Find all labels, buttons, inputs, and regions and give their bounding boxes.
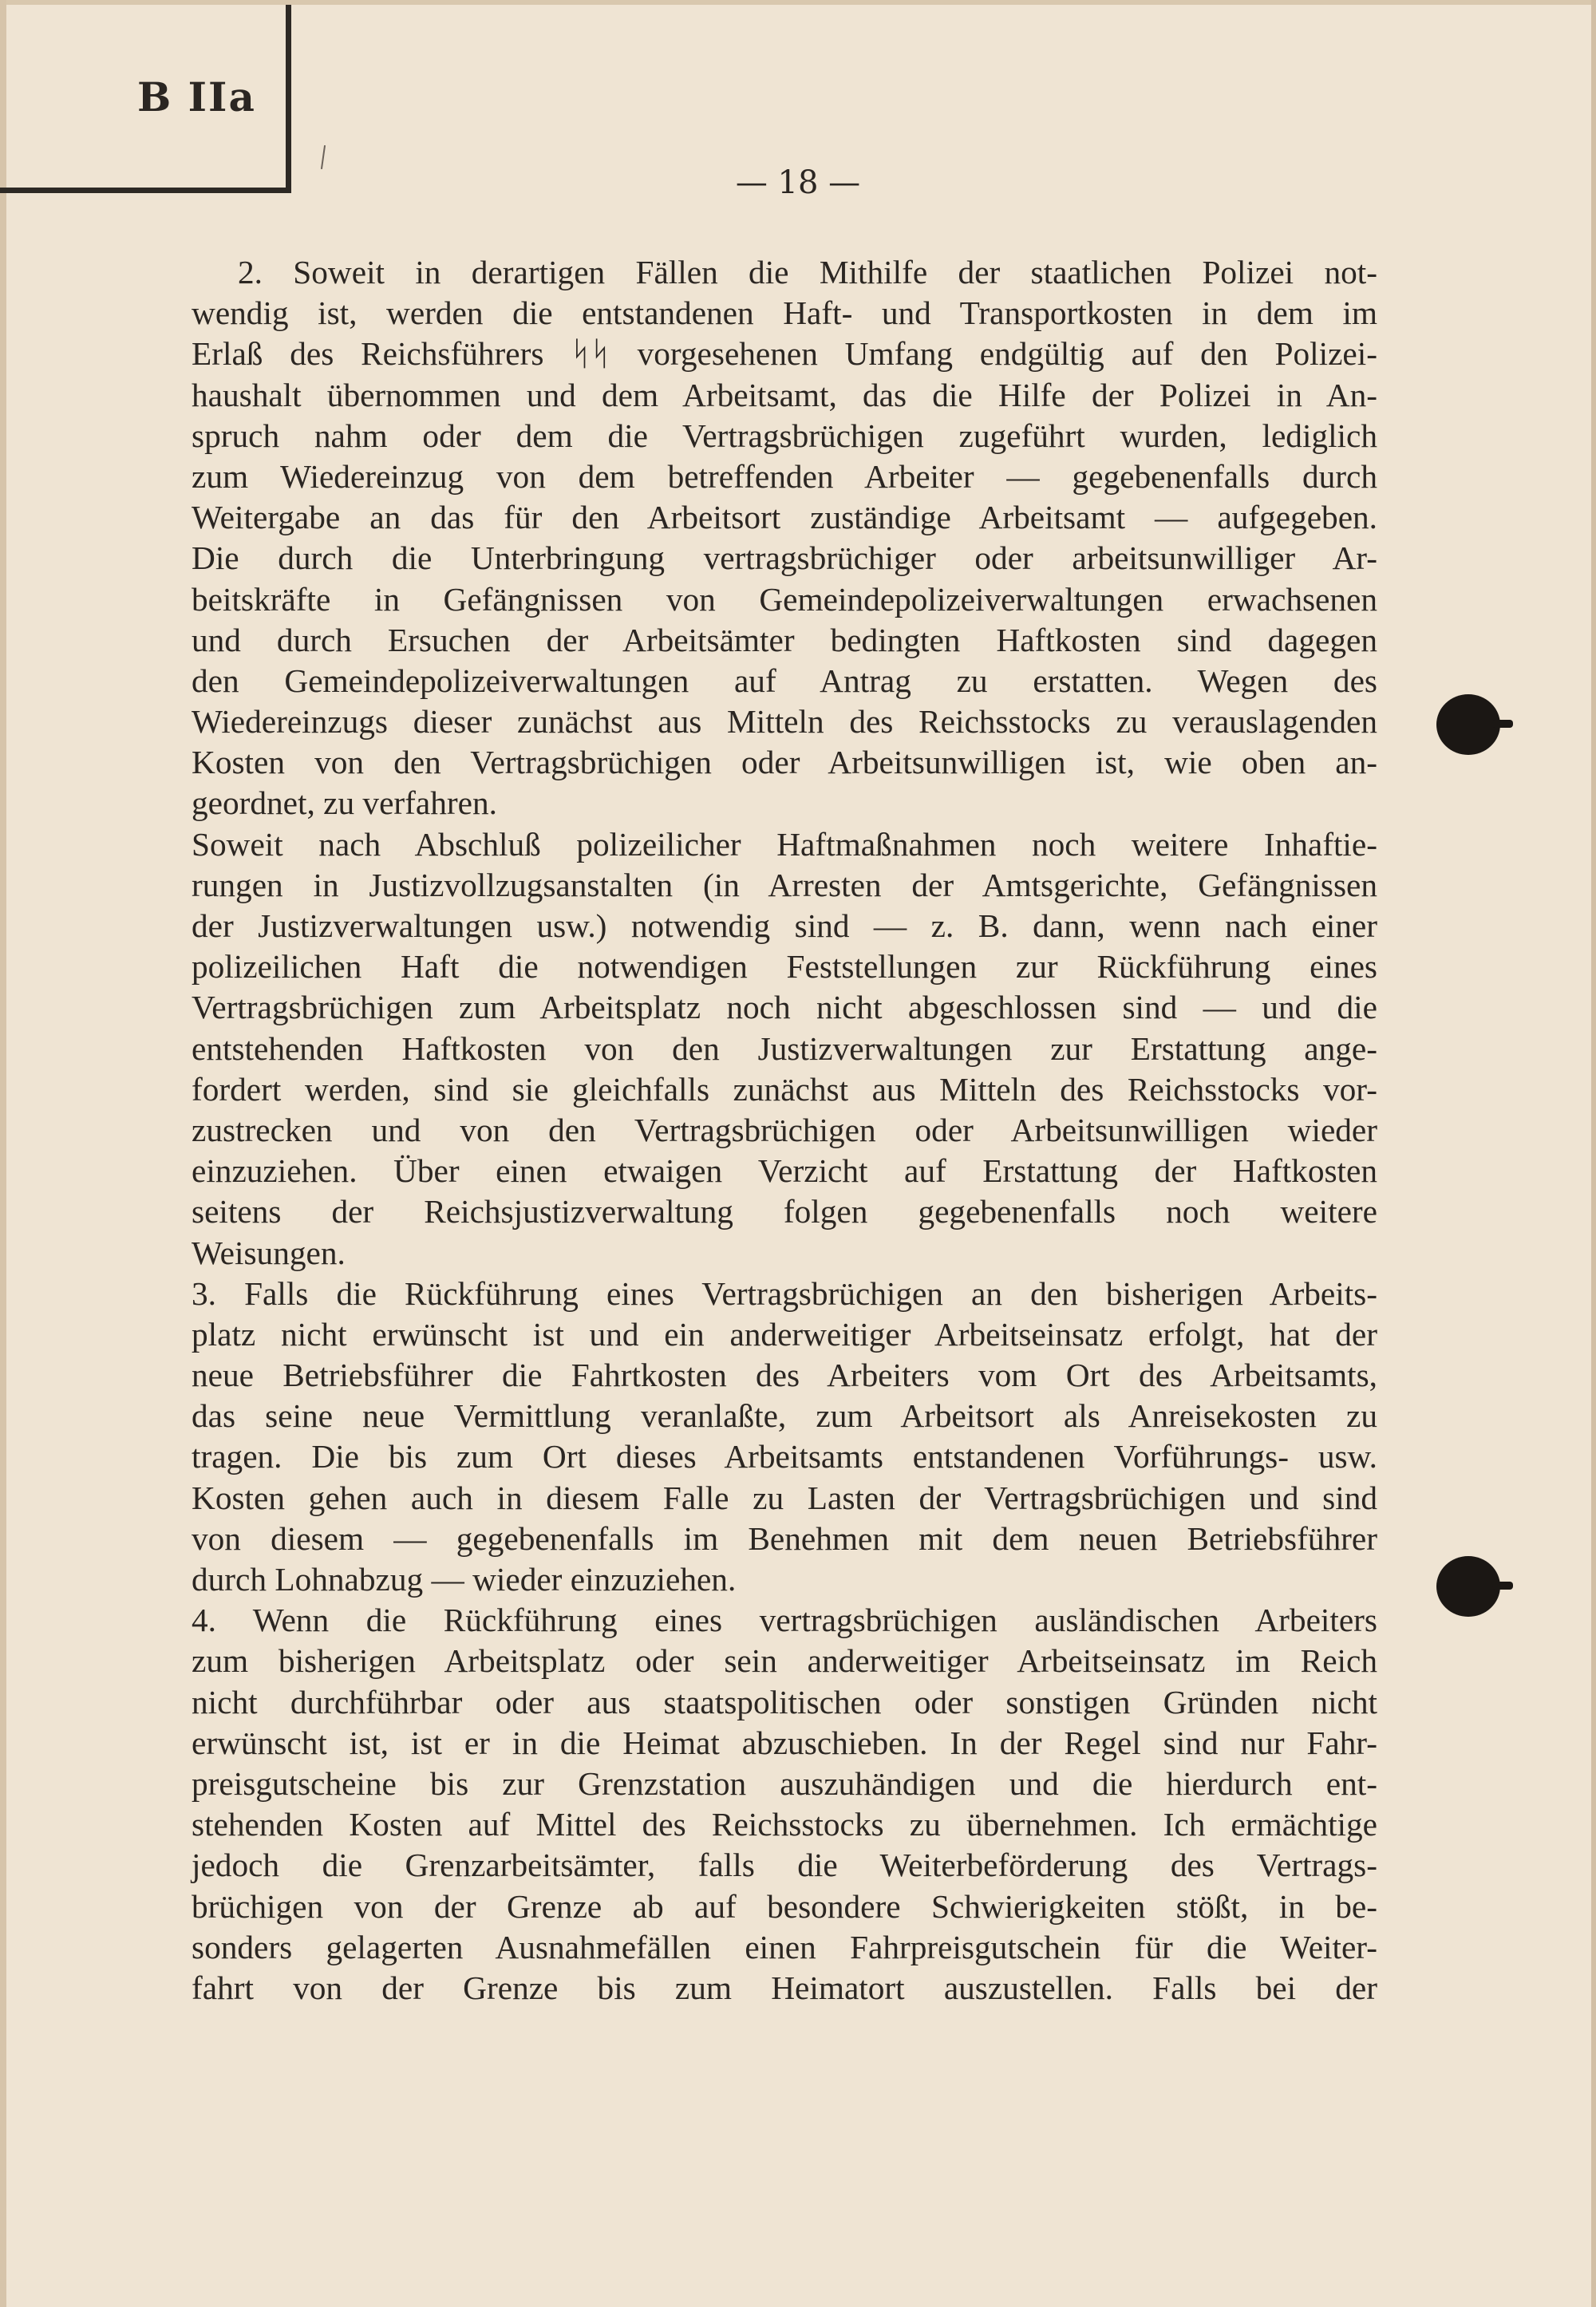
text-line: haushalt übernommen und dem Arbeitsamt, das die Hilfe der Polizei in An- <box>192 376 1377 413</box>
page-edge-right <box>1591 0 1596 2307</box>
text-line: fahrt von der Grenze bis zum Heimatort auszustellen. Falls bei der <box>192 1969 1377 2006</box>
page-edge-left <box>0 0 6 2307</box>
text-line: Weisungen. <box>192 1234 346 1271</box>
text-line: erwünscht ist, ist er in die Heimat abzuschieben. In der Regel sind nur Fahr- <box>192 1724 1377 1761</box>
text-line: polizeilichen Haft die notwendigen Feststellungen zur Rückführung eines <box>192 948 1377 986</box>
text-line: entstehenden Haftkosten von den Justizverwaltungen zur Erstattung ange- <box>192 1029 1377 1067</box>
text-line: zustrecken und von den Vertragsbrüchigen oder Arbeitsunwilligen wieder <box>192 1111 1377 1148</box>
text-line: rungen in Justizvollzugsanstalten (in Arresten der Amtsgerichte, Gefängnissen <box>192 866 1377 903</box>
text-line: beitskräfte in Gefängnissen von Gemeindepolizeiverwaltungen erwachsenen <box>192 580 1377 618</box>
text-line: von diesem — gegebenenfalls im Benehmen mit dem neuen Betriebsführer <box>192 1519 1377 1557</box>
text-line: durch Lohnabzug — wieder einzuziehen. <box>192 1561 737 1598</box>
text-line: Soweit nach Abschluß polizeilicher Haftmaßnahmen noch weitere Inhaftie- <box>192 825 1377 863</box>
text-line: platz nicht erwünscht ist und ein anderweitiger Arbeitseinsatz erfolgt, hat der <box>192 1315 1377 1353</box>
text-line: Wiedereinzugs dieser zunächst aus Mitteln des Reichsstocks zu verauslagenden <box>192 703 1377 741</box>
text-line: 2. Soweit in derartigen Fällen die Mithilfe der staatlichen Polizei not- <box>238 254 1377 290</box>
text-line: den Gemeindepolizeiverwaltungen auf Antrag zu erstatten. Wegen des <box>192 662 1377 699</box>
text-line: spruch nahm oder dem die Vertragsbrüchigen zugeführt wurden, lediglich <box>192 417 1377 454</box>
text-line: jedoch die Grenzarbeitsämter, falls die Weiterbeförderung des Vertrags- <box>192 1847 1377 1884</box>
text-line: zum Wiedereinzug von dem betreffenden Arbeiter — gegebenenfalls durch <box>192 457 1377 495</box>
text-line: seitens der Reichsjustizverwaltung folgen gegebenenfalls noch weitere <box>192 1193 1377 1231</box>
text-line: Vertragsbrüchigen zum Arbeitsplatz noch nicht abgeschlossen sind — und die <box>192 989 1377 1026</box>
text-line: Die durch die Unterbringung vertragsbrüchiger oder arbeitsunwilliger Ar- <box>192 539 1377 577</box>
punch-hole-tab <box>1492 720 1513 728</box>
text-line: sonders gelagerten Ausnahmefällen einen Fahrpreisgutschein für die Weiter- <box>192 1928 1377 1965</box>
punch-hole-icon <box>1436 1556 1500 1617</box>
text-line: zum bisherigen Arbeitsplatz oder sein anderweitiger Arbeitseinsatz im Reich <box>192 1642 1377 1680</box>
page-number: — 18 — <box>735 164 861 201</box>
text-line: nicht durchführbar oder aus staatspolitischen oder sonstigen Gründen nicht <box>192 1683 1377 1720</box>
text-line: und durch Ersuchen der Arbeitsämter bedingten Haftkosten sind dagegen <box>192 621 1377 658</box>
punch-hole-icon <box>1436 694 1500 755</box>
text-line: der Justizverwaltungen usw.) notwendig sind — z. B. dann, wenn nach einer <box>192 907 1377 944</box>
text-line: preisgutscheine bis zur Grenzstation auszuhändigen und die hierdurch ent- <box>192 1764 1377 1802</box>
text-line: Weitergabe an das für den Arbeitsort zuständige Arbeitsamt — aufgegeben. <box>192 499 1377 536</box>
text-line: geordnet, zu verfahren. <box>192 784 497 822</box>
text-line: 4. Wenn die Rückführung eines vertragsbrüchigen ausländischen Arbeiters <box>192 1602 1377 1639</box>
text-line: das seine neue Vermittlung veranlaßte, zum Arbeitsort als Anreisekosten zu <box>192 1397 1377 1435</box>
text-line: tragen. Die bis zum Ort dieses Arbeitsamts entstandenen Vorführungs- usw. <box>192 1438 1377 1475</box>
text-line: neue Betriebsführer die Fahrtkosten des Arbeiters vom Ort des Arbeitsamts, <box>192 1357 1377 1394</box>
text-line: einzuziehen. Über einen etwaigen Verzicht auf Erstattung der Haftkosten <box>192 1152 1377 1190</box>
text-line: wendig ist, werden die entstandenen Haft- und Transportkosten in dem im <box>192 294 1377 332</box>
body-text <box>192 252 1377 2009</box>
text-line: stehenden Kosten auf Mittel des Reichsstocks zu übernehmen. Ich ermächtige <box>192 1806 1377 1843</box>
text-line: 3. Falls die Rückführung eines Vertragsbrüchigen an den bisherigen Arbeits- <box>192 1274 1377 1312</box>
text-line: Kosten gehen auch in diesem Falle zu Lasten der Vertragsbrüchigen und sind <box>192 1479 1377 1516</box>
punch-hole-tab <box>1492 1582 1513 1590</box>
section-label: B IIa <box>137 73 256 120</box>
text-line: fordert werden, sind sie gleichfalls zunächst aus Mitteln des Reichsstocks vor- <box>192 1070 1377 1108</box>
text-line: Erlaß des Reichsführers ᛋᛋ vorgesehenen Umfang endgültig auf den Polizei- <box>192 335 1377 373</box>
text-line: Kosten von den Vertragsbrüchigen oder Arbeitsunwilligen ist, wie oben an- <box>192 744 1377 781</box>
text-line: brüchigen von der Grenze ab auf besondere Schwierigkeiten stößt, in be- <box>192 1887 1377 1925</box>
